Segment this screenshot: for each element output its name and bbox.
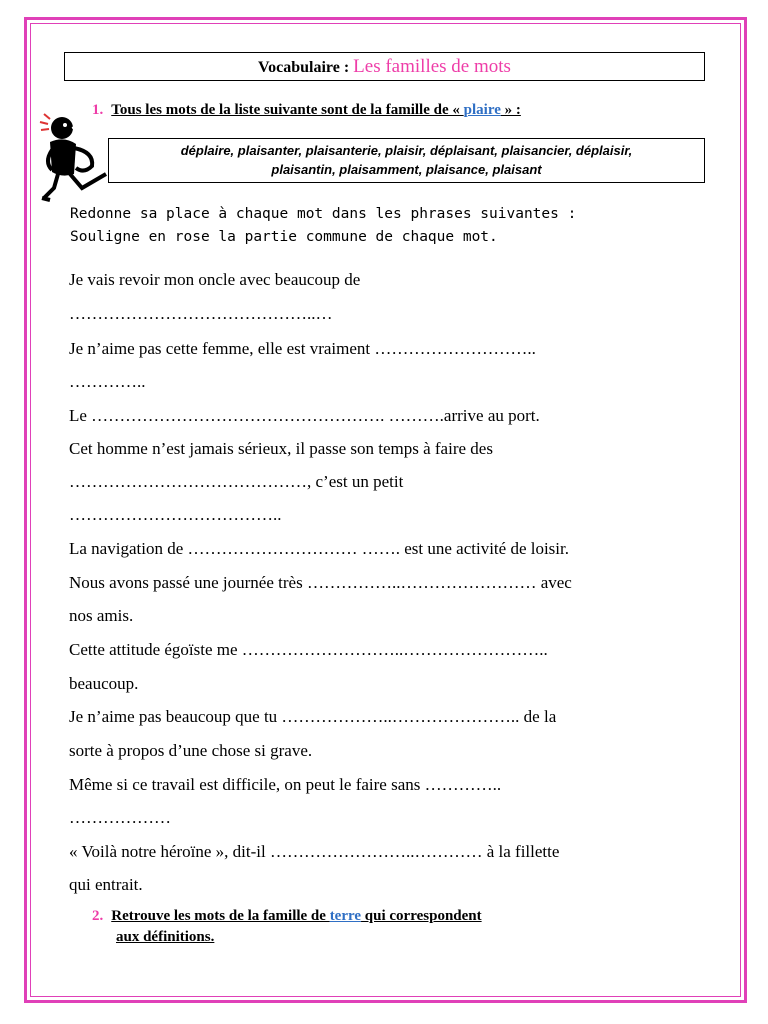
sentence-line: Cet homme n’est jamais sérieux, il passe son temps à faire des — [69, 439, 493, 458]
question-2-text-line-2: aux définitions. — [116, 929, 215, 945]
task-line-1: Redonne sa place à chaque mot dans les phrases suivantes : — [70, 206, 577, 222]
word-list-line-1: déplaire, plaisanter, plaisanterie, plaisir, déplaisant, plaisancier, déplaisir, — [180, 143, 633, 158]
sentence-line: ……………………………….. — [69, 505, 282, 524]
question-2-line-2 — [116, 929, 214, 946]
title-prefix: Vocabulaire : — [258, 59, 350, 76]
question-2-number: 2. — [92, 908, 104, 924]
sentence-line: sorte à propos d’une chose si grave. — [69, 741, 313, 760]
sentence-line: Cette attitude égoïste me ………………………..…………………….. — [69, 640, 548, 659]
sentence-line: ……………… — [69, 808, 171, 827]
question-2 — [92, 908, 482, 925]
sentence-line: « Voilà notre héroïne », dit-il ……………………..………… à la fillette — [69, 842, 560, 861]
sentence-line: Même si ce travail est difficile, on peut le faire sans ………….. — [69, 775, 502, 794]
sentence-line: ……………………………………, c’est un petit — [69, 472, 404, 491]
sentence-line: qui entrait. — [69, 875, 143, 894]
page-title: Les familles de mots — [353, 56, 511, 77]
title-box — [64, 52, 705, 81]
sentence-line: ………….. — [69, 372, 146, 391]
question-1-text-end: » : — [500, 102, 521, 118]
task-line-2: Souligne en rose la partie commune de chaque mot. — [70, 229, 498, 245]
question-1 — [92, 102, 521, 119]
question-1-number: 1. — [92, 102, 104, 118]
sentence-line: Le ……………………………………………. ……….arrive au port. — [69, 406, 540, 425]
question-1-keyword: plaire — [463, 102, 501, 118]
sentence-line: Je n’aime pas beaucoup que tu ………………..………………….. de la — [69, 707, 557, 726]
question-1-text-start: Tous les mots de la liste suivante sont de la famille de « — [111, 102, 464, 118]
sentence-line: Je n’aime pas cette femme, elle est vraiment ……………………….. — [69, 339, 536, 358]
sentence-line: nos amis. — [69, 606, 134, 625]
sentence-line: La navigation de ………………………… ……. est une activité de loisir. — [69, 539, 569, 558]
word-list-box — [108, 138, 705, 183]
question-2-text-end: qui correspondent — [361, 908, 482, 924]
sentence-line: Nous avons passé une journée très ……………..…………………… avec — [69, 573, 572, 592]
word-list-line-2: plaisantin, plaisamment, plaisance, plaisant — [271, 162, 542, 177]
sentence-line: Je vais revoir mon oncle avec beaucoup de — [69, 270, 361, 289]
sentence-line: beaucoup. — [69, 674, 139, 693]
question-2-text-start: Retrouve les mots de la famille de — [111, 908, 330, 924]
sentence-line: ……………………………………..… — [69, 304, 333, 323]
question-2-keyword: terre — [329, 908, 362, 924]
